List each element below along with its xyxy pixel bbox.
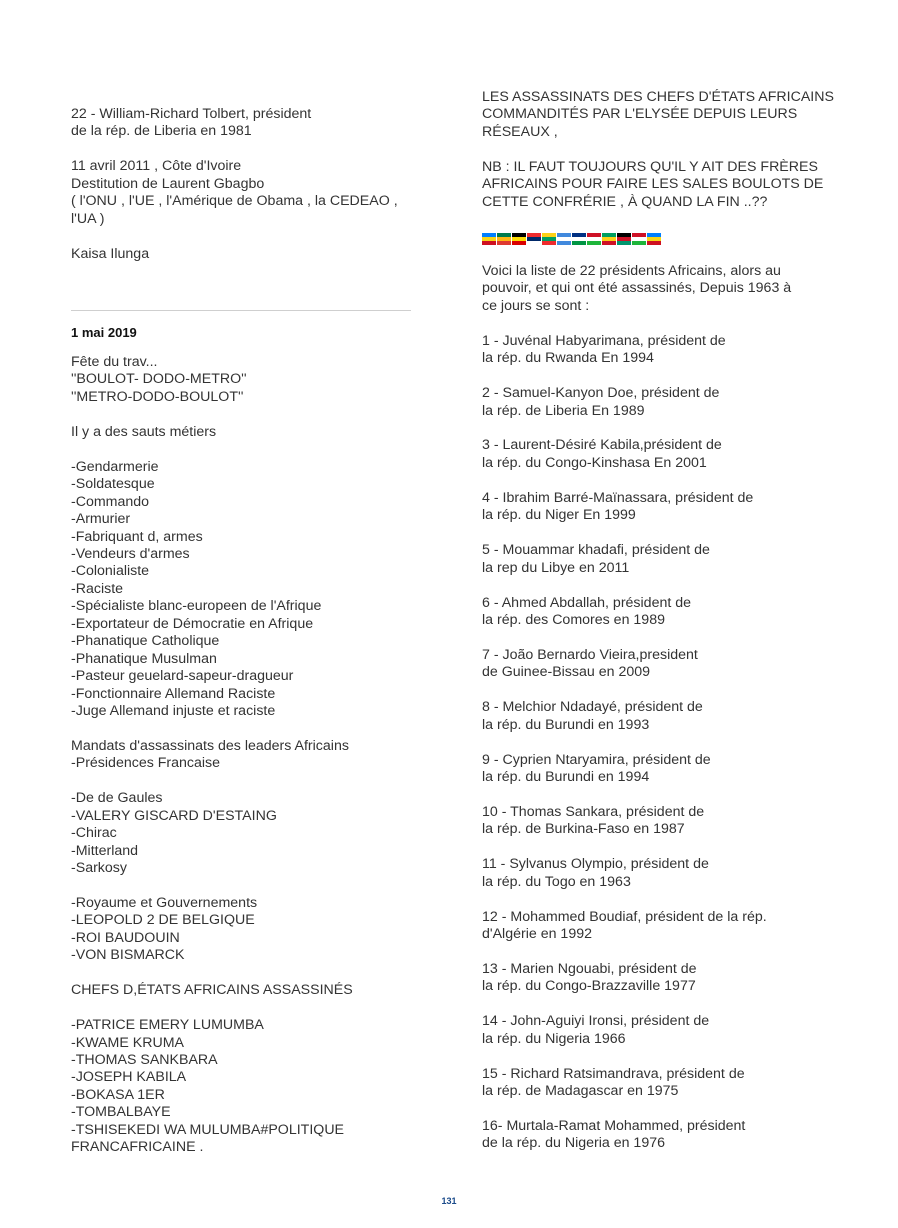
blank-line (71, 441, 411, 458)
post-line: FRANCAFRICAINE . (71, 1139, 204, 1156)
post-line: -Spécialiste blanc-europeen de l'Afrique (71, 598, 322, 615)
post-line: -Vendeurs d'armes (71, 545, 190, 562)
list-line: 9 - Cyprien Ntaryamira, président de (482, 751, 711, 768)
list-line: 15 - Richard Ratsimandrava, président de (482, 1065, 745, 1082)
right-column-header (482, 89, 834, 211)
list-line: d'Algérie en 1992 (482, 926, 592, 943)
list-line: 13 - Marien Ngouabi, président de (482, 960, 697, 977)
flags-emoji-row (482, 233, 827, 245)
blank-line (71, 1000, 411, 1017)
blank-line (482, 891, 827, 908)
list-line: la rép. du Congo-Kinshasa En 2001 (482, 454, 707, 471)
flag-icon (482, 233, 496, 245)
list-line: 11 - Sylvanus Olympio, président de (482, 856, 709, 873)
header-line: NB : IL FAUT TOUJOURS QU'IL Y AIT DES FRÈRES (482, 158, 818, 175)
blank-line (482, 1048, 827, 1065)
post-line: ''METRO-DODO-BOULOT'' (71, 388, 244, 405)
list-line: la rép. des Comores en 1989 (482, 611, 665, 628)
blank-line (482, 577, 827, 594)
list-line: 12 - Mohammed Boudiaf, président de la rép. (482, 908, 767, 925)
post-line: -KWAME KRUMA (71, 1034, 184, 1051)
list-line: la rép. du Niger En 1999 (482, 507, 636, 524)
post-line: -BOKASA 1ER (71, 1086, 165, 1103)
list-line: la rép. de Madagascar en 1975 (482, 1083, 679, 1100)
post-line: -VON BISMARCK (71, 947, 185, 964)
post-line: -ROI BAUDOUIN (71, 929, 180, 946)
flag-icon (542, 233, 556, 245)
list-line: 2 - Samuel-Kanyon Doe, président de (482, 385, 720, 402)
post-line: -Mitterland (71, 842, 139, 859)
post-line: -TSHISEKEDI WA MULUMBA#POLITIQUE (71, 1121, 345, 1138)
post-line: ''BOULOT- DODO-METRO'' (71, 371, 247, 388)
list-line: 10 - Thomas Sankara, président de (482, 803, 705, 820)
post-line: -Pasteur geuelard-sapeur-dragueur (71, 668, 294, 685)
flags-row-container (482, 228, 827, 245)
list-line: 8 - Melchior Ndadayé, président de (482, 699, 703, 716)
post-line: -Colonialiste (71, 563, 150, 580)
blank-line (71, 141, 411, 158)
post-line: -TOMBALBAYE (71, 1104, 171, 1121)
blank-line (482, 996, 827, 1013)
post-line: -Exportateur de Démocratie en Afrique (71, 615, 314, 632)
blank-line (482, 368, 827, 385)
blank-line (482, 141, 827, 158)
text-line: 11 avril 2011 , Côte d'Ivoire (71, 158, 242, 175)
header-line: RÉSEAUX , (482, 123, 558, 140)
list-line: la rép. du Congo-Brazzaville 1977 (482, 978, 696, 995)
list-line: de Guinee-Bissau en 2009 (482, 664, 651, 681)
post-line: -Soldatesque (71, 476, 155, 493)
text-line: ( l'ONU , l'UE , l'Amérique de Obama , la CEDEAO , (71, 193, 398, 210)
blank-line (482, 734, 827, 751)
section-divider (71, 310, 411, 311)
blank-line (482, 315, 827, 332)
list-line: 6 - Ahmed Abdallah, président de (482, 594, 692, 611)
flag-icon (497, 233, 511, 245)
flag-icon (572, 233, 586, 245)
post-line: -Sarkosy (71, 860, 127, 877)
list-line: 16- Murtala-Ramat Mohammed, président (482, 1117, 746, 1134)
blank-line (71, 720, 411, 737)
page-number: 131 (441, 1196, 457, 1206)
post-line: Il y a des sauts métiers (71, 423, 217, 440)
list-line: 5 - Mouammar khadafi, président de (482, 542, 710, 559)
blank-line (482, 786, 827, 803)
post-date: 1 mai 2019 (71, 325, 137, 340)
list-line: la rép. du Rwanda En 1994 (482, 350, 654, 367)
flag-icon (647, 233, 661, 245)
post-line: -Fabriquant d, armes (71, 528, 203, 545)
blank-line (482, 1101, 827, 1118)
post-line: -De de Gaules (71, 790, 163, 807)
post-line: -LEOPOLD 2 DE BELGIQUE (71, 912, 255, 929)
post-line: -Armurier (71, 511, 131, 528)
list-line: 1 - Juvénal Habyarimana, président de (482, 332, 726, 349)
post-line: -PATRICE EMERY LUMUMBA (71, 1017, 264, 1034)
post-line: -Juge Allemand injuste et raciste (71, 703, 276, 720)
text-line: de la rép. de Liberia en 1981 (71, 123, 252, 140)
list-line: Voici la liste de 22 présidents Africains, alors au (482, 263, 781, 279)
list-line: la rép. de Liberia En 1989 (482, 402, 645, 419)
list-line: la rép. du Togo en 1963 (482, 873, 631, 890)
header-line: LES ASSASSINATS DES CHEFS D'ÉTATS AFRICAINS (482, 89, 834, 105)
flag-icon (527, 233, 541, 245)
flag-icon (587, 233, 601, 245)
post-line: -THOMAS SANKBARA (71, 1052, 218, 1069)
post-line: -Présidences Francaise (71, 755, 221, 772)
header-line: COMMANDITÉS PAR L'ELYSÉE DEPUIS LEURS (482, 106, 798, 123)
blank-line (71, 878, 411, 895)
post-line: -Commando (71, 493, 150, 510)
post-line: -Royaume et Gouvernements (71, 894, 258, 911)
left-column-intro (71, 106, 411, 263)
text-line: Kaisa Ilunga (71, 245, 150, 262)
list-line: de la rép. du Nigeria en 1976 (482, 1135, 665, 1152)
post-line: -Raciste (71, 580, 124, 597)
flag-icon (512, 233, 526, 245)
list-line: 4 - Ibrahim Barré-Maïnassara, président de (482, 489, 754, 506)
blank-line (482, 472, 827, 489)
blank-line (482, 682, 827, 699)
list-line: 7 - João Bernardo Vieira,president (482, 646, 698, 663)
list-line: la rép. de Burkina-Faso en 1987 (482, 821, 685, 838)
list-line: 3 - Laurent-Désiré Kabila,président de (482, 437, 722, 454)
flag-icon (632, 233, 646, 245)
blank-line (71, 406, 411, 423)
header-line: AFRICAINS POUR FAIRE LES SALES BOULOTS DE (482, 176, 824, 193)
post-line: -JOSEPH KABILA (71, 1069, 187, 1086)
list-line: ce jours se sont : (482, 297, 590, 314)
blank-line (71, 773, 411, 790)
text-line: 22 - William-Richard Tolbert, président (71, 106, 312, 122)
blank-line (71, 965, 411, 982)
post-line: -VALERY GISCARD D'ESTAING (71, 807, 277, 824)
post-line: -Gendarmerie (71, 458, 159, 475)
right-column-list (482, 263, 827, 1153)
flag-icon (617, 233, 631, 245)
list-line: la rép. du Nigeria 1966 (482, 1030, 626, 1047)
post-line: Mandats d'assassinats des leaders Africains (71, 737, 349, 754)
text-line: l'UA ) (71, 210, 105, 227)
list-line: la rép. du Burundi en 1993 (482, 716, 650, 733)
blank-line (71, 228, 411, 245)
post-line: -Phanatique Musulman (71, 650, 217, 667)
blank-line (482, 943, 827, 960)
header-line: CETTE CONFRÉRIE , À QUAND LA FIN ..?? (482, 193, 768, 210)
blank-line (482, 629, 827, 646)
post-line: -Phanatique Catholique (71, 633, 220, 650)
text-line: Destitution de Laurent Gbagbo (71, 175, 265, 192)
list-line: la rép. du Burundi en 1994 (482, 769, 650, 785)
flag-icon (602, 233, 616, 245)
flag-icon (557, 233, 571, 245)
blank-line (482, 420, 827, 437)
blank-line (482, 839, 827, 856)
list-line: pouvoir, et qui ont été assassinés, Depuis 1963 à (482, 280, 792, 297)
post-line: -Chirac (71, 825, 117, 842)
blank-line (482, 525, 827, 542)
post-line: Fête du trav... (71, 354, 158, 370)
left-column-post (71, 354, 411, 1157)
list-line: la rep du Libye en 2011 (482, 559, 630, 576)
post-line: CHEFS D,ÉTATS AFRICAINS ASSASSINÉS (71, 982, 353, 999)
list-line: 14 - John-Aguiyi Ironsi, président de (482, 1013, 710, 1030)
post-line: -Fonctionnaire Allemand Raciste (71, 685, 276, 702)
